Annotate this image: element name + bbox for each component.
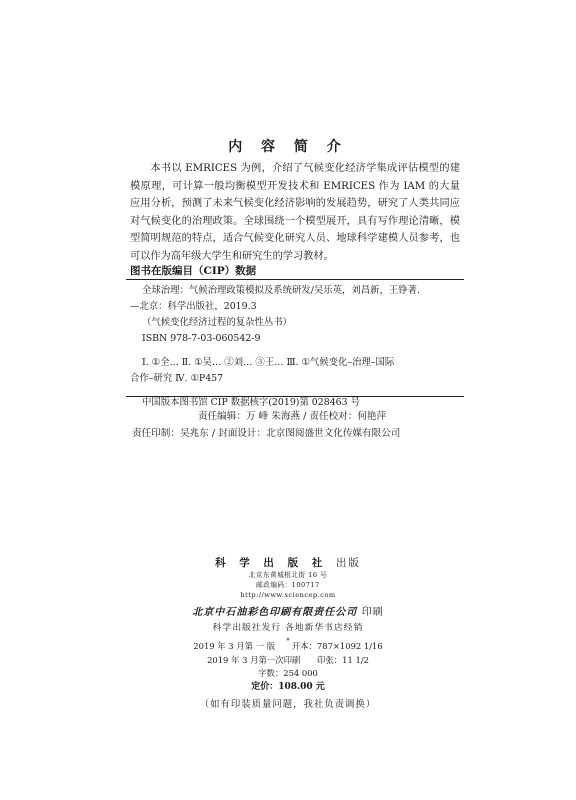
distribution-line: 科学出版社发行 各地新华书店经销 — [212, 623, 364, 633]
editor-credits: 责任编辑：万 峰 朱海燕 / 责任校对：何艳萍 — [198, 411, 387, 422]
cip-classification-line-2: 合作–研究 Ⅳ. ①P457 — [130, 373, 224, 384]
word-count: 字数：254 000 — [258, 668, 318, 678]
cover-design: 封面设计：北京图阅盛世文化传媒有限公司 — [218, 428, 401, 439]
cip-heading: 图书在版编目（CIP）数据 — [130, 265, 257, 277]
cip-bottom-rule — [126, 396, 464, 397]
print-specs — [0, 640, 576, 712]
edition-line: 2019 年 3 月第 一 版 — [193, 641, 276, 651]
cip-block — [130, 283, 460, 411]
cip-publisher-line: —北京：科学出版社，2019.3 — [130, 301, 257, 312]
quality-notice: （如有印装质量问题，我社负责调换） — [199, 699, 377, 710]
publisher-postcode: 邮政编码：100717 — [256, 581, 320, 589]
printer-name: 北京中石油彩色印刷有限责任公司 — [192, 607, 358, 618]
summary-text: 本书以 EMRICES 为例，介绍了气候变化经济学集成评估模型的建模原理，可计算一般均衡模型开发技术和 EMRICES 作为 IAM 的大量应用分析，预测了未来气候变化经济影响的发展趋势，研究了人类共同应对气候变化的治理政策。全球围绕一个模型展开，具有写作理论清晰，模型简明规范的特点，适合气候变化研究人员、地球科学建模人员参考，也可以作为高年级大学生和研究生的学习教材。 — [130, 163, 460, 262]
price: 定价：108.00 元 — [251, 681, 325, 692]
publisher-block — [0, 555, 576, 645]
publisher-suffix: 出版 — [335, 557, 361, 569]
printer-suffix: 印刷 — [361, 607, 384, 618]
sheets-line: 印张：11 1/2 — [317, 654, 369, 665]
credits-block — [132, 408, 472, 442]
printing-line: 2019 年 3 月第一次印刷 — [207, 654, 301, 665]
separator-star: * — [286, 637, 290, 645]
cip-classification-line: Ⅰ. ①全… Ⅱ. ①吴… ②刘… ③王… Ⅲ. ①气候变化–治理–国际 — [142, 357, 395, 368]
cip-record-number: 中国版本图书馆 CIP 数据核字(2019)第 028463 号 — [142, 397, 360, 408]
publisher-url: http://www.sciencep.com — [240, 591, 336, 599]
printing-supervisor: 责任印制：吴兆东 — [132, 428, 209, 439]
cip-top-rule — [126, 279, 464, 280]
cip-isbn-line: ISBN 978-7-03-060542-9 — [142, 333, 261, 344]
production-credits: 责任印制：吴兆东 / 封面设计：北京图阅盛世文化传媒有限公司 — [132, 428, 401, 439]
format-line: 开本：787×1092 1/16 — [291, 641, 383, 651]
summary-title: 内 容 简 介 — [228, 139, 348, 155]
cip-title-line: 全球治理：气候治理政策模拟及系统研发/吴乐英，刘昌新，王铮著. — [142, 285, 421, 296]
cip-series-line: （气候变化经济过程的复杂性丛书） — [142, 317, 293, 328]
publisher-name: 科 学 出 版 社 — [215, 557, 328, 569]
publisher-address: 北京东黄城根北街 16 号 — [248, 571, 328, 579]
